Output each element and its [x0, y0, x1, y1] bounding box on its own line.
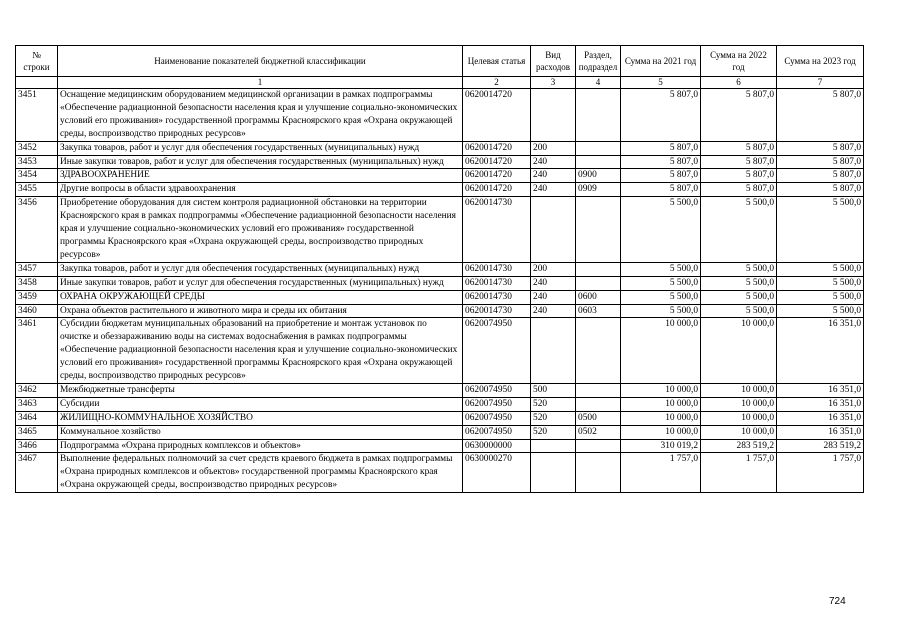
header-sum-2023: Сумма на 2023 год: [777, 46, 864, 77]
table-row: [16, 276, 864, 290]
header-razdel: Раздел, подраздел: [576, 46, 621, 77]
row-name: Выполнение федеральных полномочий за счет средств краевого бюджета в рамках подпрограммы «Охрана природных комплексов и объектов» государственной программы Красноярского края «Охрана окружающей среды, воспроизводство природных ресурсов»: [58, 453, 463, 493]
row-section: 0600: [576, 290, 621, 304]
row-number: 3461: [16, 318, 58, 384]
row-name: Субсидии бюджетам муниципальных образований на приобретение и монтаж установок по очистке и обеззараживанию воды на системах водоснабжения в рамках подпрограммы «Обеспечение радиационной безопасности населения края и улучшение социально-экономических условий его проживания» государственной программы Красноярского края «Охрана окружающей среды, воспроизводство природных ресурсов»: [58, 318, 463, 384]
row-number: 3463: [16, 397, 58, 411]
row-target-code: 0620014720: [463, 141, 531, 155]
table-row: [16, 397, 864, 411]
row-sum-2023: 16 351,0: [777, 397, 864, 411]
row-sum-2021: 10 000,0: [621, 397, 701, 411]
row-number: 3462: [16, 383, 58, 397]
column-number: 2: [463, 77, 531, 89]
row-expense-type: 240: [531, 183, 576, 197]
row-target-code: 0620014720: [463, 169, 531, 183]
table-row: [16, 411, 864, 425]
row-sum-2021: 1 757,0: [621, 453, 701, 493]
row-sum-2022: 5 807,0: [701, 155, 777, 169]
row-sum-2022: 10 000,0: [701, 411, 777, 425]
column-number: 5: [621, 77, 701, 89]
header-sum-2021: Сумма на 2021 год: [621, 46, 701, 77]
table-body: [16, 89, 864, 493]
row-sum-2022: 5 807,0: [701, 141, 777, 155]
row-expense-type: 520: [531, 397, 576, 411]
row-name: Субсидии: [58, 397, 463, 411]
table-row: [16, 89, 864, 142]
row-expense-type: 240: [531, 155, 576, 169]
row-section: [576, 197, 621, 263]
page-number: 724: [829, 596, 846, 607]
column-number: 6: [701, 77, 777, 89]
row-sum-2021: 5 807,0: [621, 155, 701, 169]
row-expense-type: [531, 453, 576, 493]
row-number: 3451: [16, 89, 58, 142]
table-row: [16, 318, 864, 384]
row-sum-2023: 283 519,2: [777, 439, 864, 453]
row-section: [576, 262, 621, 276]
row-name: ОХРАНА ОКРУЖАЮЩЕЙ СРЕДЫ: [58, 290, 463, 304]
row-sum-2022: 10 000,0: [701, 318, 777, 384]
row-section: [576, 318, 621, 384]
budget-table: [15, 45, 864, 493]
row-number: 3457: [16, 262, 58, 276]
row-expense-type: 200: [531, 141, 576, 155]
row-number: 3452: [16, 141, 58, 155]
row-sum-2023: 5 500,0: [777, 304, 864, 318]
row-section: 0603: [576, 304, 621, 318]
row-name: Другие вопросы в области здравоохранения: [58, 183, 463, 197]
row-sum-2021: 10 000,0: [621, 318, 701, 384]
row-expense-type: 200: [531, 262, 576, 276]
row-expense-type: 240: [531, 276, 576, 290]
row-sum-2023: 5 500,0: [777, 197, 864, 263]
row-section: 0909: [576, 183, 621, 197]
column-number: 1: [58, 77, 463, 89]
row-sum-2022: 1 757,0: [701, 453, 777, 493]
row-number: 3460: [16, 304, 58, 318]
row-expense-type: 520: [531, 411, 576, 425]
header-name: Наименование показателей бюджетной классификации: [58, 46, 463, 77]
row-section: [576, 276, 621, 290]
row-section: [576, 141, 621, 155]
row-sum-2021: 310 019,2: [621, 439, 701, 453]
table-row: [16, 141, 864, 155]
row-sum-2021: 10 000,0: [621, 383, 701, 397]
row-target-code: 0620074950: [463, 397, 531, 411]
table-row: [16, 439, 864, 453]
row-sum-2023: 5 807,0: [777, 169, 864, 183]
row-target-code: 0630000000: [463, 439, 531, 453]
header-sum-2022: Сумма на 2022 год: [701, 46, 777, 77]
row-sum-2023: 16 351,0: [777, 383, 864, 397]
row-expense-type: 240: [531, 290, 576, 304]
row-section: [576, 439, 621, 453]
row-sum-2023: 5 807,0: [777, 183, 864, 197]
row-sum-2023: 1 757,0: [777, 453, 864, 493]
row-target-code: 0620074950: [463, 411, 531, 425]
row-sum-2022: 10 000,0: [701, 383, 777, 397]
row-expense-type: 240: [531, 169, 576, 183]
row-target-code: 0620014720: [463, 155, 531, 169]
row-sum-2021: 5 807,0: [621, 183, 701, 197]
row-sum-2021: 5 500,0: [621, 262, 701, 276]
row-sum-2021: 5 807,0: [621, 141, 701, 155]
table-row: [16, 183, 864, 197]
row-sum-2021: 5 500,0: [621, 276, 701, 290]
row-sum-2022: 5 807,0: [701, 169, 777, 183]
row-sum-2022: 10 000,0: [701, 397, 777, 411]
row-sum-2023: 16 351,0: [777, 318, 864, 384]
row-name: Иные закупки товаров, работ и услуг для обеспечения государственных (муниципальных) нужд: [58, 276, 463, 290]
row-sum-2023: 5 500,0: [777, 290, 864, 304]
row-name: ЗДРАВООХРАНЕНИЕ: [58, 169, 463, 183]
row-target-code: 0620014720: [463, 183, 531, 197]
header-num: № строки: [16, 46, 58, 77]
row-expense-type: [531, 89, 576, 142]
row-number: 3467: [16, 453, 58, 493]
row-sum-2022: 5 500,0: [701, 290, 777, 304]
row-number: 3459: [16, 290, 58, 304]
row-target-code: 0620014730: [463, 290, 531, 304]
row-number: 3453: [16, 155, 58, 169]
column-number: 4: [576, 77, 621, 89]
row-expense-type: [531, 197, 576, 263]
row-target-code: 0620014730: [463, 262, 531, 276]
row-expense-type: 240: [531, 304, 576, 318]
row-name: Закупка товаров, работ и услуг для обеспечения государственных (муниципальных) нужд: [58, 141, 463, 155]
row-expense-type: [531, 439, 576, 453]
row-sum-2023: 5 807,0: [777, 155, 864, 169]
row-number: 3466: [16, 439, 58, 453]
table-row: [16, 383, 864, 397]
row-sum-2023: 5 500,0: [777, 276, 864, 290]
row-expense-type: 500: [531, 383, 576, 397]
row-name: Оснащение медицинским оборудованием медицинской организации в рамках подпрограммы «Обеспечение радиационной безопасности населения края и улучшение социально-экономических условий его проживания» государственной программы Красноярского края «Охрана окружающей среды, воспроизводство природных ресурсов»: [58, 89, 463, 142]
row-sum-2021: 10 000,0: [621, 411, 701, 425]
row-name: Охрана объектов растительного и животного мира и среды их обитания: [58, 304, 463, 318]
row-target-code: 0620074950: [463, 318, 531, 384]
row-section: 0502: [576, 425, 621, 439]
row-section: [576, 155, 621, 169]
table-row: [16, 197, 864, 263]
row-expense-type: 520: [531, 425, 576, 439]
row-sum-2023: 5 807,0: [777, 141, 864, 155]
row-expense-type: [531, 318, 576, 384]
row-section: 0500: [576, 411, 621, 425]
column-number-row: [16, 77, 864, 89]
row-sum-2022: 10 000,0: [701, 425, 777, 439]
row-sum-2022: 5 500,0: [701, 276, 777, 290]
column-number: 7: [777, 77, 864, 89]
table-row: [16, 304, 864, 318]
row-target-code: 0620014730: [463, 304, 531, 318]
row-name: Коммунальное хозяйство: [58, 425, 463, 439]
row-sum-2021: 5 500,0: [621, 197, 701, 263]
row-section: [576, 383, 621, 397]
row-sum-2021: 5 807,0: [621, 89, 701, 142]
row-sum-2021: 5 500,0: [621, 304, 701, 318]
row-name: Закупка товаров, работ и услуг для обеспечения государственных (муниципальных) нужд: [58, 262, 463, 276]
row-target-code: 0620014730: [463, 276, 531, 290]
row-name: ЖИЛИЩНО-КОММУНАЛЬНОЕ ХОЗЯЙСТВО: [58, 411, 463, 425]
row-section: [576, 397, 621, 411]
header-code: Целевая статья: [463, 46, 531, 77]
row-sum-2021: 5 500,0: [621, 290, 701, 304]
row-number: 3464: [16, 411, 58, 425]
row-sum-2023: 16 351,0: [777, 425, 864, 439]
row-name: Приобретение оборудования для систем контроля радиационной обстановки на территории Красноярского края в рамках подпрограммы «Обеспечение радиационной безопасности населения края и улучшение социально-экономических условий его проживания» государственной программы Красноярского края «Охрана окружающей среды, воспроизводство природных ресурсов»: [58, 197, 463, 263]
table-row: [16, 425, 864, 439]
row-number: 3454: [16, 169, 58, 183]
row-target-code: 0620074950: [463, 425, 531, 439]
row-target-code: 0620074950: [463, 383, 531, 397]
row-target-code: 0620014720: [463, 89, 531, 142]
row-sum-2022: 5 807,0: [701, 89, 777, 142]
row-section: 0900: [576, 169, 621, 183]
row-sum-2023: 5 807,0: [777, 89, 864, 142]
row-sum-2023: 5 500,0: [777, 262, 864, 276]
table-row: [16, 290, 864, 304]
row-number: 3465: [16, 425, 58, 439]
table-row: [16, 169, 864, 183]
row-sum-2022: 5 500,0: [701, 304, 777, 318]
row-target-code: 0620014730: [463, 197, 531, 263]
row-sum-2022: 283 519,2: [701, 439, 777, 453]
row-sum-2022: 5 807,0: [701, 183, 777, 197]
table-row: [16, 155, 864, 169]
row-number: 3458: [16, 276, 58, 290]
row-name: Межбюджетные трансферты: [58, 383, 463, 397]
row-sum-2022: 5 500,0: [701, 197, 777, 263]
header-row: [16, 46, 864, 77]
row-sum-2022: 5 500,0: [701, 262, 777, 276]
row-section: [576, 453, 621, 493]
row-number: 3456: [16, 197, 58, 263]
row-sum-2023: 16 351,0: [777, 411, 864, 425]
column-number: [16, 77, 58, 89]
header-vid: Вид расходов: [531, 46, 576, 77]
column-number: 3: [531, 77, 576, 89]
row-sum-2021: 10 000,0: [621, 425, 701, 439]
row-name: Иные закупки товаров, работ и услуг для обеспечения государственных (муниципальных) нужд: [58, 155, 463, 169]
row-number: 3455: [16, 183, 58, 197]
row-sum-2021: 5 807,0: [621, 169, 701, 183]
row-target-code: 0630000270: [463, 453, 531, 493]
table-row: [16, 453, 864, 493]
row-name: Подпрограмма «Охрана природных комплексов и объектов»: [58, 439, 463, 453]
table-row: [16, 262, 864, 276]
row-section: [576, 89, 621, 142]
